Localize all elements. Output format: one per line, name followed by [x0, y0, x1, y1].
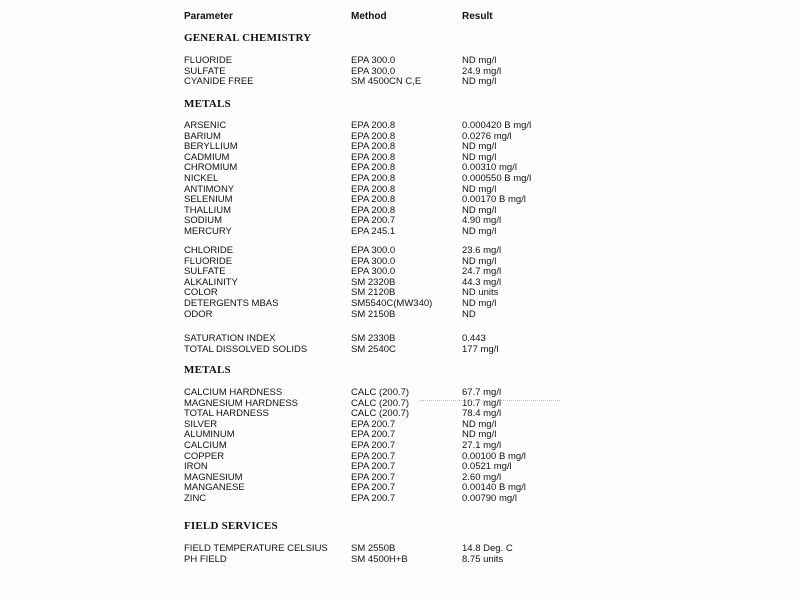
parameter-cell: CHROMIUM	[184, 162, 238, 174]
parameter-cell: SODIUM	[184, 215, 222, 227]
parameter-cell: MAGNESIUM	[184, 471, 243, 483]
table-row	[0, 173, 800, 184]
result-cell: 10.7 mg/l	[462, 397, 502, 409]
table-row	[0, 226, 800, 237]
parameter-cell: ZINC	[184, 493, 207, 504]
result-cell: 0.443	[462, 333, 486, 344]
method-cell: CALC (200.7)	[351, 408, 410, 420]
table-row	[0, 256, 800, 267]
parameter-cell: CYANIDE FREE	[184, 76, 254, 88]
parameter-cell: ANTIMONY	[184, 183, 235, 195]
section-title-metals-1: METALS	[184, 98, 231, 110]
table-row	[0, 298, 800, 309]
table-row	[0, 66, 800, 77]
column-header-row	[0, 11, 800, 22]
method-cell: EPA 200.8	[351, 162, 396, 174]
table-row	[0, 184, 800, 195]
method-cell: EPA 200.8	[351, 141, 396, 153]
header-result: Result	[462, 11, 493, 22]
method-cell: EPA 245.1	[351, 226, 396, 237]
parameter-cell: BERYLLIUM	[184, 141, 238, 153]
method-cell: SM 2320B	[351, 276, 396, 288]
result-cell: 0.00100 B mg/l	[462, 450, 526, 462]
parameter-cell: BARIUM	[184, 130, 221, 142]
method-cell: EPA 200.7	[351, 450, 396, 462]
header-method: Method	[351, 11, 387, 22]
method-cell: EPA 200.7	[351, 493, 396, 504]
result-cell: 2.60 mg/l	[462, 471, 502, 483]
result-cell: 177 mg/l	[462, 344, 499, 355]
result-cell: ND mg/l	[462, 183, 497, 195]
table-row	[0, 543, 800, 554]
result-cell: 78.4 mg/l	[462, 408, 502, 420]
result-cell: 0.00140 B mg/l	[462, 482, 526, 494]
section-title-metals-2: METALS	[184, 364, 231, 376]
table-row	[0, 162, 800, 173]
result-cell: ND mg/l	[462, 76, 497, 88]
method-cell: CALC (200.7)	[351, 387, 410, 398]
section-title-general-chemistry: GENERAL CHEMISTRY	[184, 32, 312, 44]
method-cell: CALC (200.7)	[351, 397, 410, 409]
result-cell: 24.7 mg/l	[462, 266, 502, 278]
method-cell: SM 2150B	[351, 308, 396, 320]
method-cell: EPA 300.0	[351, 65, 396, 77]
method-cell: EPA 300.0	[351, 245, 396, 256]
table-row	[0, 194, 800, 205]
method-cell: EPA 300.0	[351, 255, 396, 267]
method-cell: EPA 200.7	[351, 461, 396, 473]
method-cell: EPA 200.8	[351, 173, 396, 184]
parameter-cell: ALUMINUM	[184, 429, 235, 441]
table-row	[0, 408, 800, 419]
method-cell: EPA 200.7	[351, 471, 396, 483]
result-cell: ND mg/l	[462, 55, 497, 66]
parameter-cell: FLUORIDE	[184, 55, 233, 66]
table-row	[0, 398, 800, 409]
method-cell: EPA 200.8	[351, 194, 396, 206]
parameter-cell: CHLORIDE	[184, 245, 234, 256]
parameter-cell: NICKEL	[184, 173, 219, 184]
result-cell: ND	[462, 308, 476, 320]
method-cell: EPA 200.8	[351, 151, 396, 163]
method-cell: EPA 200.7	[351, 215, 396, 227]
result-cell: 24.9 mg/l	[462, 65, 502, 77]
table-row	[0, 344, 800, 355]
result-cell: 4.90 mg/l	[462, 215, 502, 227]
result-cell: 27.1 mg/l	[462, 440, 502, 451]
result-cell: 0.000420 B mg/l	[462, 120, 532, 131]
table-row	[0, 266, 800, 277]
method-cell: EPA 200.7	[351, 429, 396, 441]
result-cell: 0.0521 mg/l	[462, 461, 512, 473]
table-row	[0, 429, 800, 440]
table-row	[0, 482, 800, 493]
parameter-cell: SULFATE	[184, 65, 226, 77]
section-title-field-services: FIELD SERVICES	[184, 520, 278, 532]
table-row	[0, 440, 800, 451]
parameter-cell: FLUORIDE	[184, 255, 233, 267]
parameter-cell: DETERGENTS MBAS	[184, 298, 279, 309]
parameter-cell: SELENIUM	[184, 194, 233, 206]
parameter-cell: CALCIUM	[184, 440, 227, 451]
parameter-cell: FIELD TEMPERATURE CELSIUS	[184, 543, 328, 554]
method-cell: SM5540C(MW340)	[351, 298, 433, 309]
table-row	[0, 472, 800, 483]
method-cell: SM 2550B	[351, 543, 396, 554]
result-cell: ND mg/l	[462, 418, 497, 430]
table-row	[0, 131, 800, 142]
parameter-cell: ARSENIC	[184, 120, 227, 131]
result-cell: ND mg/l	[462, 298, 497, 309]
table-row	[0, 419, 800, 430]
parameter-cell: COPPER	[184, 450, 225, 462]
result-cell: 0.0276 mg/l	[462, 130, 512, 142]
header-parameter: Parameter	[184, 11, 233, 22]
result-cell: 0.000550 B mg/l	[462, 173, 532, 184]
method-cell: EPA 300.0	[351, 266, 396, 278]
result-cell: 14.8 Deg. C	[462, 543, 513, 554]
table-row	[0, 493, 800, 504]
method-cell: SM 4500CN C,E	[351, 76, 422, 88]
method-cell: SM 2120B	[351, 287, 396, 299]
table-row	[0, 141, 800, 152]
result-cell: ND mg/l	[462, 141, 497, 153]
table-row	[0, 215, 800, 226]
table-row	[0, 309, 800, 320]
result-cell: 0.00790 mg/l	[462, 493, 517, 504]
result-cell: 8.75 units	[462, 553, 504, 565]
method-cell: EPA 200.8	[351, 183, 396, 195]
method-cell: EPA 200.8	[351, 120, 396, 131]
table-row	[0, 76, 800, 87]
table-row	[0, 152, 800, 163]
result-cell: ND mg/l	[462, 429, 497, 441]
method-cell: SM 2540C	[351, 344, 396, 355]
table-row	[0, 554, 800, 565]
method-cell: EPA 200.8	[351, 204, 396, 216]
result-cell: 0.00310 mg/l	[462, 162, 517, 174]
result-cell: ND mg/l	[462, 226, 497, 237]
result-cell: 23.6 mg/l	[462, 245, 502, 256]
parameter-cell: CADMIUM	[184, 151, 230, 163]
parameter-cell: COLOR	[184, 287, 218, 299]
table-row	[0, 55, 800, 66]
result-cell: 67.7 mg/l	[462, 387, 502, 398]
method-cell: SM 2330B	[351, 333, 396, 344]
parameter-cell: ALKALINITY	[184, 276, 238, 288]
method-cell: EPA 200.7	[351, 482, 396, 494]
parameter-cell: MAGNESIUM HARDNESS	[184, 397, 299, 409]
table-row	[0, 245, 800, 256]
parameter-cell: TOTAL HARDNESS	[184, 408, 269, 420]
scan-artifact-line	[420, 400, 560, 401]
table-row	[0, 287, 800, 298]
parameter-cell: ODOR	[184, 308, 213, 320]
parameter-cell: SULFATE	[184, 266, 226, 278]
table-row	[0, 461, 800, 472]
parameter-cell: SATURATION INDEX	[184, 333, 276, 344]
parameter-cell: MERCURY	[184, 226, 232, 237]
parameter-cell: PH FIELD	[184, 553, 227, 565]
method-cell: EPA 200.7	[351, 418, 396, 430]
result-cell: ND mg/l	[462, 255, 497, 267]
parameter-cell: TOTAL DISSOLVED SOLIDS	[184, 344, 308, 355]
table-row	[0, 205, 800, 216]
table-row	[0, 387, 800, 398]
table-row	[0, 277, 800, 288]
table-row	[0, 333, 800, 344]
method-cell: EPA 200.8	[351, 130, 396, 142]
method-cell: EPA 200.7	[351, 440, 396, 451]
result-cell: 44.3 mg/l	[462, 276, 502, 288]
result-cell: ND units	[462, 287, 499, 299]
table-row	[0, 451, 800, 462]
result-cell: 0.00170 B mg/l	[462, 194, 526, 206]
result-cell: ND mg/l	[462, 151, 497, 163]
table-row	[0, 120, 800, 131]
parameter-cell: THALLIUM	[184, 204, 231, 216]
parameter-cell: CALCIUM HARDNESS	[184, 387, 283, 398]
method-cell: SM 4500H+B	[351, 553, 408, 565]
result-cell: ND mg/l	[462, 204, 497, 216]
parameter-cell: SILVER	[184, 418, 218, 430]
parameter-cell: MANGANESE	[184, 482, 245, 494]
method-cell: EPA 300.0	[351, 55, 396, 66]
parameter-cell: IRON	[184, 461, 208, 473]
